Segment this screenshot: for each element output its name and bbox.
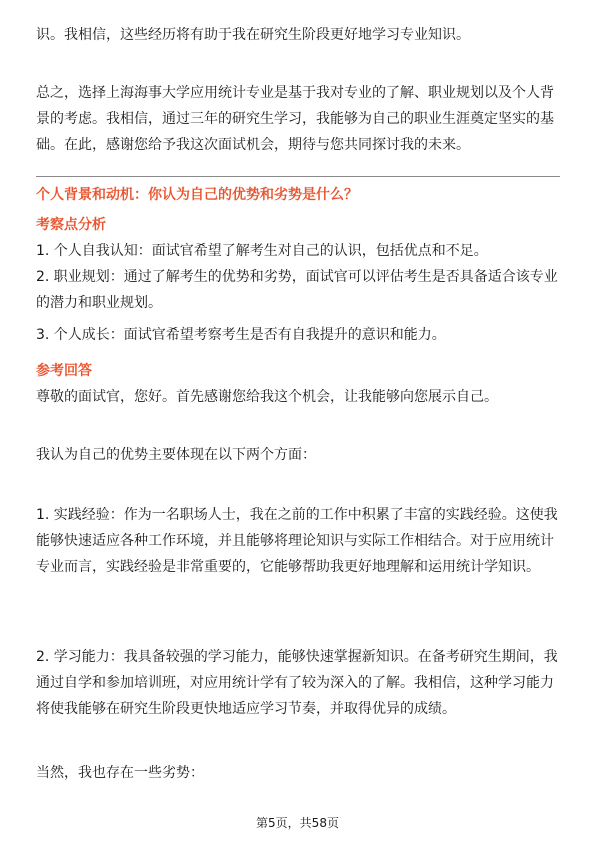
answer-heading: 参考回答	[36, 363, 92, 379]
conclusion-paragraph: 总之，选择上海海事大学应用统计专业是基于我对专业的了解、职业规划以及个人背景的考虑。我相信，通过三年的研究生学习，我能够为自己的职业生涯奠定坚实的基础。在此，感谢您给予我这次面试机会，期待与您共同探讨我的未来。	[36, 85, 554, 153]
answer-paragraph: 当然，我也存在一些劣势：	[36, 765, 204, 781]
answer-paragraph: 尊敬的面试官，您好。首先感谢您给我这个机会，让我能够向您展示自己。	[36, 389, 498, 405]
analysis-item: 3. 个人成长：面试官希望考察考生是否有自我提升的意识和能力。	[36, 327, 446, 343]
question-title: 个人背景和动机：你认为自己的优势和劣势是什么？	[36, 187, 358, 203]
page-number: 第5页，共58页	[256, 816, 339, 830]
answer-paragraph: 1. 实践经验：作为一名职场人士，我在之前的工作中积累了丰富的实践经验。这使我能够快速适应各种工作环境，并且能够将理论知识与实际工作相结合。对于应用统计专业而言，实践经验是非常重要的，它能够帮助我更好地理解和运用统计学知识。	[36, 507, 558, 575]
continuation-text: 识。我相信，这些经历将有助于我在研究生阶段更好地学习专业知识。	[36, 27, 470, 43]
answer-paragraph: 我认为自己的优势主要体现在以下两个方面：	[36, 447, 316, 463]
analysis-item: 1. 个人自我认知：面试官希望了解考生对自己的认识，包括优点和不足。	[36, 243, 488, 259]
analysis-heading: 考察点分析	[36, 217, 106, 233]
section-divider	[36, 176, 560, 177]
analysis-item: 2. 职业规划：通过了解考生的优势和劣势，面试官可以评估考生是否具备适合该专业的潜力和职业规划。	[36, 269, 558, 311]
answer-paragraph: 2. 学习能力：我具备较强的学习能力，能够快速掌握新知识。在备考研究生期间，我通过自学和参加培训班，对应用统计学有了较为深入的了解。我相信，这种学习能力将使我能够在研究生阶段更快地适应学习节奏，并取得优异的成绩。	[36, 649, 558, 717]
